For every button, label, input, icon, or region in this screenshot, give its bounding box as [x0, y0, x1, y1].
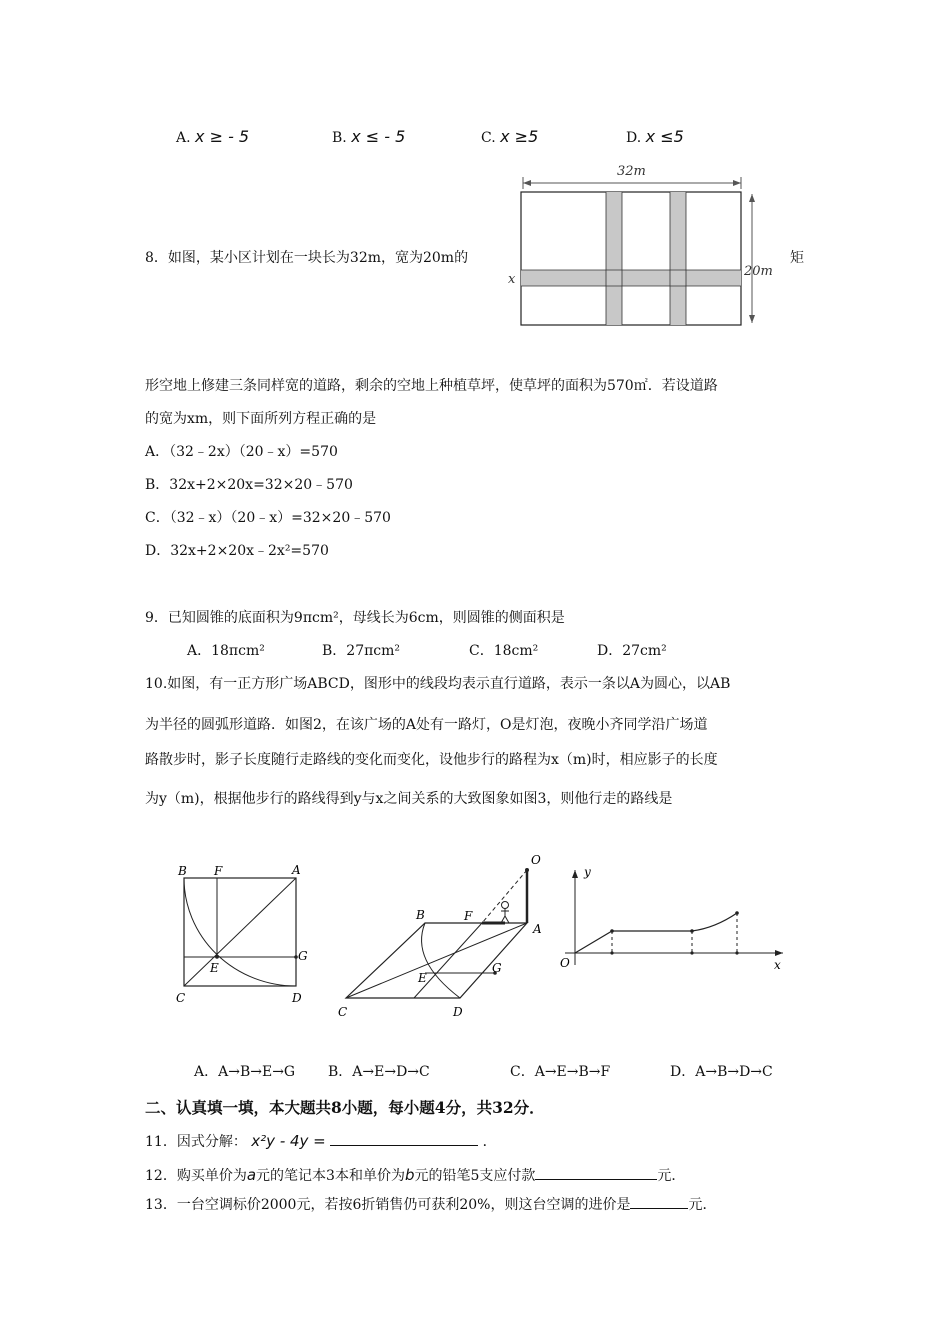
q10-line3: 路散步时，影子长度随行走路线的变化而变化，设他步行的路程为x（m)时，相应影子的长度: [145, 752, 718, 768]
fig2-label-b: B: [416, 908, 425, 922]
fig1-label-c: C: [176, 991, 186, 1005]
q7-option-c: C. x ≥5: [481, 127, 539, 146]
q9-option-b: B．27πcm²: [322, 643, 401, 659]
q8-height-label: 20m: [744, 264, 773, 279]
q8-road-label: x: [508, 272, 516, 287]
q8-figure: [505, 160, 785, 330]
q7-option-a: A. x ≥ - 5: [176, 127, 250, 146]
q10-figure-3: [555, 860, 790, 975]
q8-option-b: B．32x+2×20x=32×20﹣570: [145, 477, 353, 493]
fig1-label-a: A: [292, 863, 301, 877]
q10-figure-1: [170, 860, 320, 1010]
q13: 13．一台空调标价2000元，若按6折销售仍可获利20%，则这台空调的进价是 元．: [145, 1194, 716, 1215]
fig2-label-o: O: [531, 853, 541, 867]
section2-heading: 二、认真填一填，本大题共8小题，每小题4分，共32分．: [145, 1098, 545, 1117]
q12-answer-blank[interactable]: [535, 1165, 657, 1180]
fig2-label-g: G: [492, 961, 502, 975]
q8-line1-end: 矩: [790, 250, 804, 266]
q8-line1: 8．如图，某小区计划在一块长为32m，宽为20m的: [145, 250, 469, 266]
q9-option-d: D．27cm²: [597, 643, 667, 659]
q7-option-b: B. x ≤ - 5: [332, 127, 406, 146]
fig1-label-e: E: [210, 961, 219, 975]
q7-option-a-expr: x ≥ - 5: [195, 127, 250, 146]
q12-var-a: a: [246, 1166, 257, 1184]
q12: 12．购买单价为a元的笔记本3本和单价为b元的铅笔5支应付款 元．: [145, 1166, 686, 1184]
fig3-label-y: y: [584, 865, 591, 879]
fig2-label-a: A: [533, 922, 542, 936]
q10-option-d: D．A→B→D→C: [670, 1064, 773, 1080]
q7-option-c-expr: x ≥5: [500, 127, 539, 146]
fig2-label-f: F: [464, 909, 473, 923]
q11-answer-blank[interactable]: [330, 1131, 478, 1146]
q10-option-b: B．A→E→D→C: [328, 1064, 430, 1080]
fig1-label-g: G: [298, 949, 308, 963]
q11: 11．因式分解： x²y - 4y = ．: [145, 1132, 497, 1150]
fig2-label-d: D: [453, 1005, 463, 1019]
q13-answer-blank[interactable]: [630, 1194, 688, 1209]
q8-option-c: C．（32﹣x）（20﹣x）=32×20﹣570: [145, 510, 391, 526]
q10-line1: 10.如图，有一正方形广场ABCD，图形中的线段均表示直行道路，表示一条以A为圆心，以AB: [145, 676, 731, 692]
q7-option-d-expr: x ≤5: [645, 127, 684, 146]
q8-line3: 的宽为xm，则下面所列方程正确的是: [145, 411, 377, 427]
q10-figure-2: [330, 850, 555, 1025]
fig2-label-e: E: [418, 971, 427, 985]
q12-var-b: b: [404, 1166, 415, 1184]
q7-option-b-expr: x ≤ - 5: [351, 127, 406, 146]
q10-line2: 为半径的圆弧形道路．如图2，在该广场的A处有一路灯，O是灯泡，夜晚小齐同学沿广场道: [145, 717, 708, 733]
q8-width-label: 32m: [617, 164, 646, 179]
q8-option-a: A．（32﹣2x）（20﹣x）=570: [145, 444, 338, 460]
q11-expr: x²y - 4y =: [251, 1132, 326, 1150]
q9-option-a: A．18πcm²: [187, 643, 265, 659]
fig1-label-b: B: [178, 864, 187, 878]
fig3-label-x: x: [774, 958, 781, 972]
q9-option-c: C．18cm²: [469, 643, 539, 659]
q8-line2: 形空地上修建三条同样宽的道路，剩余的空地上种植草坪，使草坪的面积为570㎡．若设道路: [145, 378, 718, 394]
q8-option-d: D．32x+2×20x﹣2x²=570: [145, 543, 329, 559]
fig2-label-c: C: [338, 1005, 348, 1019]
q10-line4: 为y（m)，根据他步行的路线得到y与x之间关系的大致图象如图3，则他行走的路线是: [145, 791, 673, 807]
fig3-label-o: O: [560, 956, 570, 970]
fig1-label-d: D: [292, 991, 302, 1005]
q9-stem: 9．已知圆锥的底面积为9πcm²，母线长为6cm，则圆锥的侧面积是: [145, 610, 565, 626]
q7-option-d: D. x ≤5: [626, 127, 684, 146]
q10-option-a: A．A→B→E→G: [194, 1064, 296, 1080]
fig1-label-f: F: [214, 864, 223, 878]
q10-option-c: C．A→E→B→F: [510, 1064, 611, 1080]
